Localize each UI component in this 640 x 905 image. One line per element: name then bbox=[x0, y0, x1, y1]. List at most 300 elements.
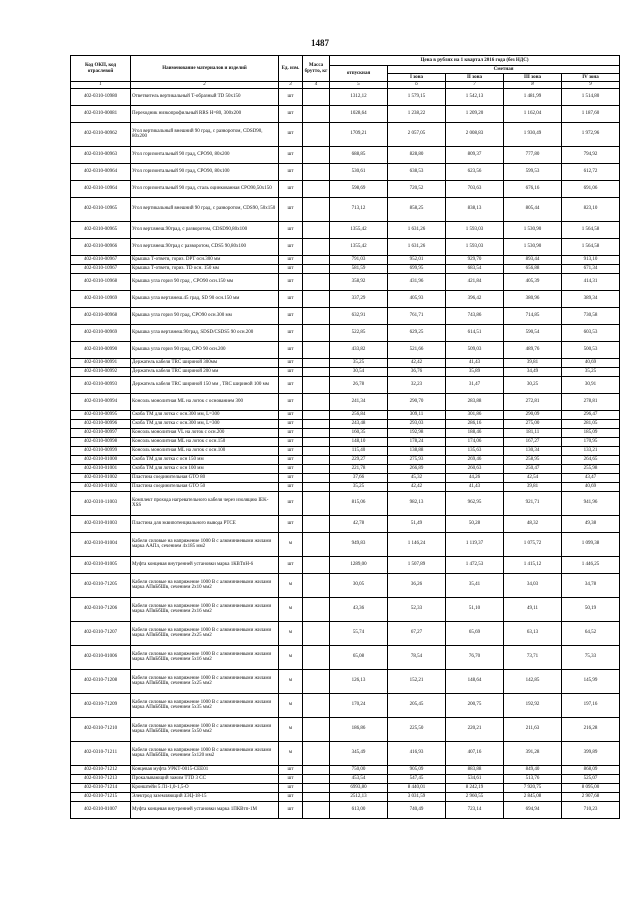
cell-code: 402-0310-01001 bbox=[71, 464, 131, 473]
cell-zone-4-price: 281,05 bbox=[562, 419, 620, 428]
cell-name: Кабели силовые на напряжение 1000 В с алюминиевыми жилами марка АПвБбШв, сечением 2x16 мм2 bbox=[131, 597, 279, 621]
cell-zone-2-price: 148,64 bbox=[446, 669, 504, 693]
cell-zone-4-price: 40,69 bbox=[562, 482, 620, 491]
cell-zone-1-price: 45,32 bbox=[388, 473, 446, 482]
cell-mass bbox=[303, 741, 330, 765]
table-row bbox=[71, 473, 620, 482]
cell-code: 402-0310-01006 bbox=[71, 645, 131, 669]
cell-code: 402-0310-01004 bbox=[71, 532, 131, 556]
cell-zone-4-price: 34,78 bbox=[562, 573, 620, 597]
cell-release-price: 1312,12 bbox=[330, 88, 388, 105]
table-row bbox=[71, 410, 620, 419]
cell-name: Угол верт.внеш.90град с разворотом, CDS5 90,80x100 bbox=[131, 238, 279, 255]
table-body bbox=[71, 88, 620, 818]
table-row bbox=[71, 105, 620, 122]
table-row bbox=[71, 264, 620, 273]
page-number: 1487 bbox=[311, 38, 329, 48]
table-row bbox=[71, 446, 620, 455]
cell-zone-3-price: 405,39 bbox=[504, 273, 562, 290]
table-row bbox=[71, 491, 620, 515]
cell-zone-1-price: 629,25 bbox=[388, 324, 446, 341]
cell-code: 402-0310-00966 bbox=[71, 238, 131, 255]
cell-code: 402-0310-71210 bbox=[71, 717, 131, 741]
cell-zone-4-price: 49,38 bbox=[562, 515, 620, 532]
table-row bbox=[71, 482, 620, 491]
cell-zone-4-price: 389,34 bbox=[562, 290, 620, 307]
cell-mass bbox=[303, 376, 330, 393]
cell-zone-3-price: 1 930,49 bbox=[504, 122, 562, 146]
cell-zone-2-price: 2 008,83 bbox=[446, 122, 504, 146]
cell-zone-4-price: 75,33 bbox=[562, 645, 620, 669]
cell-unit: шт bbox=[279, 491, 303, 515]
cell-mass bbox=[303, 491, 330, 515]
cell-code: 402-0310-71205 bbox=[71, 573, 131, 597]
cell-unit: шт bbox=[279, 792, 303, 801]
cell-mass bbox=[303, 669, 330, 693]
cell-zone-4-price: 691,06 bbox=[562, 180, 620, 197]
cell-zone-3-price: 1 530,90 bbox=[504, 221, 562, 238]
cell-zone-2-price: 809,37 bbox=[446, 146, 504, 163]
cell-zone-4-price: 2 907,68 bbox=[562, 792, 620, 801]
cell-zone-3-price: 380,96 bbox=[504, 290, 562, 307]
cell-name: Угол горизонтальный 90 град, сталь оцинкованная CPO90,50x150 bbox=[131, 180, 279, 197]
table-row bbox=[71, 419, 620, 428]
cell-release-price: 30,54 bbox=[330, 367, 388, 376]
cell-zone-2-price: 421,84 bbox=[446, 273, 504, 290]
cell-unit: шт bbox=[279, 765, 303, 774]
cell-zone-2-price: 1 593,03 bbox=[446, 221, 504, 238]
cell-release-price: 750,00 bbox=[330, 765, 388, 774]
cell-zone-4-price: 823,10 bbox=[562, 197, 620, 221]
cell-unit: шт bbox=[279, 324, 303, 341]
cell-unit: шт bbox=[279, 105, 303, 122]
cell-zone-1-price: 36,76 bbox=[388, 367, 446, 376]
cell-zone-1-price: 293,03 bbox=[388, 419, 446, 428]
cell-zone-2-price: 683,54 bbox=[446, 264, 504, 273]
cell-zone-2-price: 44,26 bbox=[446, 473, 504, 482]
column-number: 7 bbox=[446, 82, 504, 89]
cell-zone-2-price: 76,70 bbox=[446, 645, 504, 669]
cell-unit: шт bbox=[279, 358, 303, 367]
table-row bbox=[71, 556, 620, 573]
cell-mass bbox=[303, 264, 330, 273]
cell-zone-4-price: 399,89 bbox=[562, 741, 620, 765]
cell-release-price: 2512,13 bbox=[330, 792, 388, 801]
cell-code: 402-0310-71207 bbox=[71, 621, 131, 645]
cell-zone-1-price: 225,50 bbox=[388, 717, 446, 741]
cell-release-price: 632,91 bbox=[330, 307, 388, 324]
cell-mass bbox=[303, 273, 330, 290]
cell-code: 402-0310-01000 bbox=[71, 455, 131, 464]
cell-zone-2-price: 31,47 bbox=[446, 376, 504, 393]
table-row bbox=[71, 122, 620, 146]
cell-release-price: 35,25 bbox=[330, 358, 388, 367]
cell-zone-2-price: 188,46 bbox=[446, 428, 504, 437]
table-row bbox=[71, 464, 620, 473]
cell-zone-2-price: 174,06 bbox=[446, 437, 504, 446]
cell-zone-1-price: 3 031,59 bbox=[388, 792, 446, 801]
cell-unit: шт bbox=[279, 264, 303, 273]
cell-code: 402-0310-00995 bbox=[71, 410, 131, 419]
header-zone-1: I зона bbox=[388, 74, 446, 82]
cell-zone-3-price: 192,92 bbox=[504, 693, 562, 717]
cell-mass bbox=[303, 358, 330, 367]
cell-code: 402-0310-10969 bbox=[71, 290, 131, 307]
cell-unit: шт bbox=[279, 163, 303, 180]
table-row bbox=[71, 307, 620, 324]
cell-name: Крышка угла верт.внеш.90град, SDSD/CSDS5 90 осн.200 bbox=[131, 324, 279, 341]
table-row bbox=[71, 273, 620, 290]
cell-mass bbox=[303, 221, 330, 238]
cell-name: Пластина соединительная GTO 80 bbox=[131, 473, 279, 482]
cell-release-price: 337,29 bbox=[330, 290, 388, 307]
cell-zone-2-price: 1 119,37 bbox=[446, 532, 504, 556]
header-release: отпускная bbox=[330, 66, 388, 82]
cell-mass bbox=[303, 290, 330, 307]
cell-zone-4-price: 64,52 bbox=[562, 621, 620, 645]
cell-zone-3-price: 1 530,90 bbox=[504, 238, 562, 255]
cell-zone-4-price: 1 446,25 bbox=[562, 556, 620, 573]
table-row bbox=[71, 515, 620, 532]
cell-zone-3-price: 258,95 bbox=[504, 455, 562, 464]
cell-zone-3-price: 42,54 bbox=[504, 473, 562, 482]
cell-code: 402-0310-10964 bbox=[71, 180, 131, 197]
cell-release-price: 613,00 bbox=[330, 801, 388, 818]
cell-name: Скоба TM для лотка с осн 100 мм bbox=[131, 464, 279, 473]
cell-zone-1-price: 275,93 bbox=[388, 455, 446, 464]
cell-unit: шт bbox=[279, 255, 303, 264]
cell-code: 402-0310-00999 bbox=[71, 446, 131, 455]
cell-name: Комплект прохода нагревательного кабеля через изоляцию IEK-XSS bbox=[131, 491, 279, 515]
cell-zone-1-price: 2 057,05 bbox=[388, 122, 446, 146]
cell-zone-2-price: 41,43 bbox=[446, 358, 504, 367]
cell-name: Кабели силовые на напряжение 1000 В с алюминиевыми жилами марка ААПл, сечением 4x185 мм2 bbox=[131, 532, 279, 556]
cell-zone-2-price: 534,61 bbox=[446, 774, 504, 783]
cell-zone-3-price: 7 920,75 bbox=[504, 783, 562, 792]
cell-unit: шт bbox=[279, 801, 303, 818]
cell-zone-3-price: 34,49 bbox=[504, 367, 562, 376]
table-row bbox=[71, 774, 620, 783]
cell-code: 402-0310-01002 bbox=[71, 473, 131, 482]
cell-name: Крышка угла верт.внеш.45 град, SD 90 осн.150 мм bbox=[131, 290, 279, 307]
cell-code: 402-0310-71214 bbox=[71, 783, 131, 792]
cell-release-price: 30,05 bbox=[330, 573, 388, 597]
cell-zone-1-price: 405,93 bbox=[388, 290, 446, 307]
cell-release-price: 170,24 bbox=[330, 693, 388, 717]
cell-zone-4-price: 500,53 bbox=[562, 341, 620, 358]
cell-mass bbox=[303, 765, 330, 774]
cell-zone-2-price: 407,16 bbox=[446, 741, 504, 765]
cell-zone-2-price: 35,41 bbox=[446, 573, 504, 597]
cell-name: Скоба TM для лотка с осн.300 мм, L=300 bbox=[131, 419, 279, 428]
cell-zone-3-price: 181,11 bbox=[504, 428, 562, 437]
cell-mass bbox=[303, 341, 330, 358]
table-row bbox=[71, 801, 620, 818]
cell-mass bbox=[303, 393, 330, 410]
column-number: 2 bbox=[131, 82, 279, 89]
cell-zone-1-price: 67,27 bbox=[388, 621, 446, 645]
cell-zone-1-price: 905,09 bbox=[388, 765, 446, 774]
cell-zone-3-price: 656,88 bbox=[504, 264, 562, 273]
header-price-group: Цена в рублях на 1 квартал 2016 года (без НДС) bbox=[330, 56, 620, 66]
header-zone-4: IV зона bbox=[562, 74, 620, 82]
cell-release-price: 65,08 bbox=[330, 645, 388, 669]
cell-unit: шт bbox=[279, 437, 303, 446]
cell-zone-4-price: 941,96 bbox=[562, 491, 620, 515]
cell-unit: шт bbox=[279, 307, 303, 324]
cell-name: Кабели силовые на напряжение 1000 В с алюминиевыми жилами марка АПвБбШв, сечением 2x10 мм2 bbox=[131, 573, 279, 597]
cell-zone-2-price: 703,63 bbox=[446, 180, 504, 197]
cell-zone-1-price: 1 238,22 bbox=[388, 105, 446, 122]
cell-name: Муфта концевая внутренней установки марка 1ПКВтп-1М bbox=[131, 801, 279, 818]
cell-zone-4-price: 603,53 bbox=[562, 324, 620, 341]
cell-zone-1-price: 78,54 bbox=[388, 645, 446, 669]
cell-unit: шт bbox=[279, 428, 303, 437]
cell-zone-1-price: 138,88 bbox=[388, 446, 446, 455]
cell-zone-1-price: 699,95 bbox=[388, 264, 446, 273]
cell-zone-4-price: 671,34 bbox=[562, 264, 620, 273]
cell-zone-4-price: 1 187,60 bbox=[562, 105, 620, 122]
cell-code: 402-0310-00962 bbox=[71, 122, 131, 146]
cell-zone-3-price: 250,47 bbox=[504, 464, 562, 473]
cell-mass bbox=[303, 197, 330, 221]
cell-name: Консоль монолитная ML на лоток с осн.150 bbox=[131, 437, 279, 446]
cell-code: 402-0310-00081 bbox=[71, 105, 131, 122]
table-row bbox=[71, 393, 620, 410]
cell-zone-3-price: 513,76 bbox=[504, 774, 562, 783]
cell-name: Крышка угла гориз 90 град, CPO 90 осн.200 bbox=[131, 341, 279, 358]
cell-zone-3-price: 49,11 bbox=[504, 597, 562, 621]
cell-zone-1-price: 205,45 bbox=[388, 693, 446, 717]
cell-unit: шт bbox=[279, 393, 303, 410]
cell-unit: шт bbox=[279, 515, 303, 532]
cell-mass bbox=[303, 717, 330, 741]
cell-mass bbox=[303, 783, 330, 792]
cell-code: 402-0310-00968 bbox=[71, 307, 131, 324]
header-name: Наименование материалов и изделий bbox=[131, 56, 279, 82]
cell-code: 402-0310-10967 bbox=[71, 264, 131, 273]
cell-zone-4-price: 264,65 bbox=[562, 455, 620, 464]
cell-mass bbox=[303, 473, 330, 482]
cell-mass bbox=[303, 180, 330, 197]
cell-zone-4-price: 197,16 bbox=[562, 693, 620, 717]
cell-name: Консоль монолитная ML на лоток с осн.100 bbox=[131, 446, 279, 455]
table-row bbox=[71, 324, 620, 341]
cell-zone-3-price: 1 162,04 bbox=[504, 105, 562, 122]
cell-name: Держатель кабеля TRC шириной 200 мм bbox=[131, 367, 279, 376]
cell-release-price: 791,03 bbox=[330, 255, 388, 264]
price-table bbox=[70, 55, 620, 819]
column-number: 3 bbox=[279, 82, 303, 89]
table-row bbox=[71, 163, 620, 180]
cell-release-price: 1289,00 bbox=[330, 556, 388, 573]
cell-zone-3-price: 694,94 bbox=[504, 801, 562, 818]
cell-name: Угол вертикальный внешний 90 град, с разворотом, CDS90, 50x150 bbox=[131, 197, 279, 221]
cell-zone-1-price: 1 146,24 bbox=[388, 532, 446, 556]
table-row bbox=[71, 367, 620, 376]
cell-name: Крышка Т-ответв, гориз. DPT осн.300 мм bbox=[131, 255, 279, 264]
cell-release-price: 688,85 bbox=[330, 146, 388, 163]
cell-unit: м bbox=[279, 532, 303, 556]
cell-mass bbox=[303, 693, 330, 717]
cell-release-price: 815,06 bbox=[330, 491, 388, 515]
cell-zone-1-price: 547,45 bbox=[388, 774, 446, 783]
cell-zone-1-price: 1 507,89 bbox=[388, 556, 446, 573]
cell-unit: м bbox=[279, 645, 303, 669]
cell-unit: шт bbox=[279, 180, 303, 197]
cell-unit: м bbox=[279, 741, 303, 765]
cell-code: 402-0310-01007 bbox=[71, 801, 131, 818]
cell-release-price: 522,85 bbox=[330, 324, 388, 341]
cell-zone-4-price: 913,10 bbox=[562, 255, 620, 264]
cell-release-price: 241,34 bbox=[330, 393, 388, 410]
cell-zone-2-price: 283,88 bbox=[446, 393, 504, 410]
cell-mass bbox=[303, 573, 330, 597]
table-row bbox=[71, 88, 620, 105]
cell-code: 402-0310-00965 bbox=[71, 221, 131, 238]
cell-zone-2-price: 35,89 bbox=[446, 367, 504, 376]
cell-name: Крышка угла гориз 90 град, CPO90 осн.300 мм bbox=[131, 307, 279, 324]
table-row bbox=[71, 238, 620, 255]
table-row bbox=[71, 341, 620, 358]
cell-mass bbox=[303, 419, 330, 428]
cell-release-price: 35,25 bbox=[330, 482, 388, 491]
cell-name: Кабели силовые на напряжение 1000 В с алюминиевыми жилами марка АПвБбШв, сечением 5x16 мм2 bbox=[131, 645, 279, 669]
cell-zone-2-price: 65,69 bbox=[446, 621, 504, 645]
cell-release-price: 6993,80 bbox=[330, 783, 388, 792]
cell-unit: шт bbox=[279, 273, 303, 290]
cell-zone-1-price: 52,33 bbox=[388, 597, 446, 621]
cell-zone-3-price: 167,27 bbox=[504, 437, 562, 446]
cell-unit: шт bbox=[279, 88, 303, 105]
cell-name: Пластина для эквипотенциального вывода PTCE bbox=[131, 515, 279, 532]
cell-release-price: 1355,42 bbox=[330, 221, 388, 238]
cell-mass bbox=[303, 146, 330, 163]
cell-zone-2-price: 301,86 bbox=[446, 410, 504, 419]
cell-zone-2-price: 883,88 bbox=[446, 765, 504, 774]
table-row bbox=[71, 180, 620, 197]
cell-zone-1-price: 42,42 bbox=[388, 358, 446, 367]
cell-code: 402-0310-71209 bbox=[71, 693, 131, 717]
cell-zone-4-price: 216,28 bbox=[562, 717, 620, 741]
cell-zone-1-price: 982,13 bbox=[388, 491, 446, 515]
cell-zone-1-price: 290,70 bbox=[388, 393, 446, 410]
cell-code: 402-0310-71211 bbox=[71, 741, 131, 765]
cell-unit: шт bbox=[279, 410, 303, 419]
cell-name: Угол горизонтальный 90 град, CPO90, 80x200 bbox=[131, 146, 279, 163]
cell-name: Консоль монолитная ML на лоток с основанием 300 bbox=[131, 393, 279, 410]
cell-release-price: 55,74 bbox=[330, 621, 388, 645]
header-zone-3: III зона bbox=[504, 74, 562, 82]
cell-mass bbox=[303, 122, 330, 146]
cell-unit: м bbox=[279, 573, 303, 597]
cell-mass bbox=[303, 367, 330, 376]
table-row bbox=[71, 376, 620, 393]
cell-zone-1-price: 828,80 bbox=[388, 146, 446, 163]
cell-zone-2-price: 396,42 bbox=[446, 290, 504, 307]
cell-release-price: 160,35 bbox=[330, 428, 388, 437]
cell-mass bbox=[303, 410, 330, 419]
cell-code: 402-0310-00997 bbox=[71, 428, 131, 437]
cell-zone-4-price: 1 972,96 bbox=[562, 122, 620, 146]
cell-zone-2-price: 723,14 bbox=[446, 801, 504, 818]
cell-release-price: 598,69 bbox=[330, 180, 388, 197]
cell-zone-1-price: 32,23 bbox=[388, 376, 446, 393]
cell-zone-4-price: 255,98 bbox=[562, 464, 620, 473]
cell-code: 402-0310-71208 bbox=[71, 669, 131, 693]
cell-unit: шт bbox=[279, 455, 303, 464]
cell-release-price: 345,49 bbox=[330, 741, 388, 765]
cell-zone-2-price: 2 960,55 bbox=[446, 792, 504, 801]
cell-mass bbox=[303, 792, 330, 801]
header-unit: Ед. изм. bbox=[279, 56, 303, 82]
cell-zone-3-price: 599,53 bbox=[504, 163, 562, 180]
table-row bbox=[71, 437, 620, 446]
cell-zone-1-price: 51,49 bbox=[388, 515, 446, 532]
cell-code: 402-0310-00990 bbox=[71, 341, 131, 358]
cell-unit: шт bbox=[279, 419, 303, 428]
cell-zone-1-price: 1 631,26 bbox=[388, 221, 446, 238]
cell-release-price: 581,59 bbox=[330, 264, 388, 273]
cell-code: 402-0310-00964 bbox=[71, 163, 131, 180]
cell-unit: м bbox=[279, 597, 303, 621]
cell-code: 402-0310-71206 bbox=[71, 597, 131, 621]
cell-name: Ответвитель вертикальный Т-образный TD 50x150 bbox=[131, 88, 279, 105]
cell-code: 402-0310-71213 bbox=[71, 774, 131, 783]
cell-zone-2-price: 838,13 bbox=[446, 197, 504, 221]
cell-release-price: 42,78 bbox=[330, 515, 388, 532]
cell-unit: шт bbox=[279, 473, 303, 482]
cell-zone-1-price: 309,11 bbox=[388, 410, 446, 419]
cell-release-price: 26,78 bbox=[330, 376, 388, 393]
cell-mass bbox=[303, 324, 330, 341]
cell-code: 402-0310-00967 bbox=[71, 255, 131, 264]
column-number: 1 bbox=[71, 82, 131, 89]
column-number: 5 bbox=[330, 82, 388, 89]
table-row bbox=[71, 783, 620, 792]
cell-zone-2-price: 200,75 bbox=[446, 693, 504, 717]
cell-mass bbox=[303, 105, 330, 122]
cell-zone-3-price: 272,81 bbox=[504, 393, 562, 410]
cell-zone-4-price: 1 099,38 bbox=[562, 532, 620, 556]
cell-zone-2-price: 1 209,20 bbox=[446, 105, 504, 122]
cell-mass bbox=[303, 163, 330, 180]
cell-unit: шт bbox=[279, 122, 303, 146]
cell-unit: м bbox=[279, 693, 303, 717]
cell-zone-4-price: 794,92 bbox=[562, 146, 620, 163]
cell-name: Кабели силовые на напряжение 1000 В с алюминиевыми жилами марка АПвБбШв, сечением 2x25 мм2 bbox=[131, 621, 279, 645]
cell-zone-2-price: 623,56 bbox=[446, 163, 504, 180]
cell-zone-4-price: 730,58 bbox=[562, 307, 620, 324]
cell-unit: м bbox=[279, 717, 303, 741]
cell-zone-4-price: 170,95 bbox=[562, 437, 620, 446]
cell-code: 402-0310-00994 bbox=[71, 393, 131, 410]
cell-release-price: 1709,21 bbox=[330, 122, 388, 146]
table-row bbox=[71, 532, 620, 556]
cell-zone-2-price: 286,16 bbox=[446, 419, 504, 428]
cell-zone-1-price: 1 631,26 bbox=[388, 238, 446, 255]
cell-zone-4-price: 1 564,58 bbox=[562, 238, 620, 255]
cell-mass bbox=[303, 255, 330, 264]
cell-release-price: 1028,64 bbox=[330, 105, 388, 122]
cell-code: 402-0310-10980 bbox=[71, 88, 131, 105]
cell-release-price: 530,61 bbox=[330, 163, 388, 180]
cell-code: 402-0310-01003 bbox=[71, 515, 131, 532]
cell-zone-4-price: 30,91 bbox=[562, 376, 620, 393]
cell-zone-1-price: 720,52 bbox=[388, 180, 446, 197]
cell-zone-3-price: 39,81 bbox=[504, 482, 562, 491]
cell-mass bbox=[303, 532, 330, 556]
